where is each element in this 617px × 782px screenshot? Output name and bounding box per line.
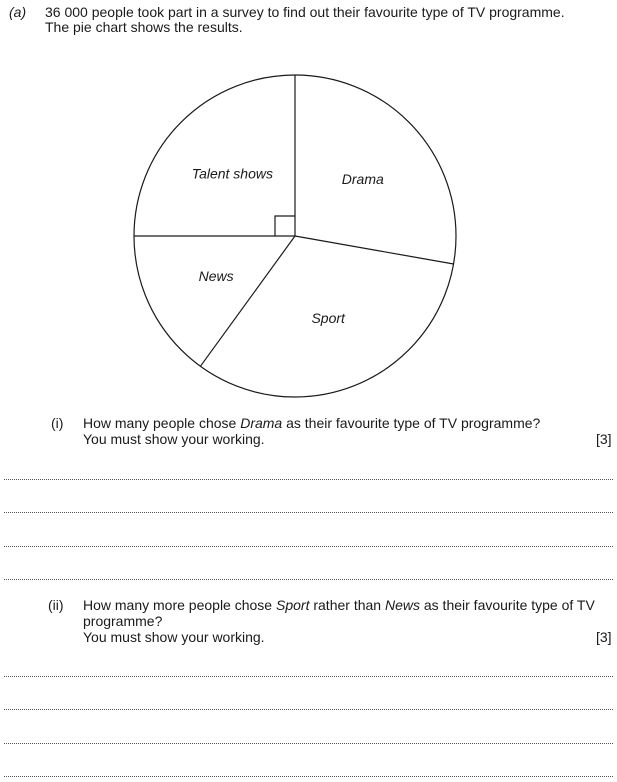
right-angle-marker (275, 216, 295, 236)
answer-line[interactable] (4, 776, 613, 777)
answer-line[interactable] (4, 743, 613, 744)
question-i-instruction: You must show your working. (83, 431, 265, 447)
answer-line[interactable] (4, 676, 613, 677)
question-i-text (83, 415, 540, 431)
question-i-marks: [3] (596, 431, 612, 447)
question-ii-instruction: You must show your working. (83, 629, 265, 645)
question-ii-label: (ii) (48, 597, 64, 613)
question-ii-emph-news: News (384, 597, 420, 613)
question-intro-line2: The pie chart shows the results. (45, 19, 243, 35)
answer-line[interactable] (4, 579, 613, 580)
question-ii-emph-sport: Sport (276, 597, 310, 613)
pie-radius-sport (295, 236, 454, 264)
answer-line[interactable] (4, 546, 613, 547)
question-ii-text-cont: programme? (83, 613, 163, 629)
question-intro-line1: 36 000 people took part in a survey to find out their favourite type of TV programme. (45, 4, 565, 20)
question-i-label: (i) (51, 415, 64, 431)
slice-label-drama: Drama (341, 171, 384, 188)
answer-line[interactable] (4, 479, 613, 480)
question-ii-marks: [3] (596, 629, 612, 645)
answer-line[interactable] (4, 709, 613, 710)
question-ii-text-mid: rather than (309, 597, 385, 613)
question-ii-text-post: as their favourite type of TV (419, 597, 595, 613)
question-i-emph-drama: Drama (240, 415, 283, 431)
question-i-text-post: as their favourite type of TV programme? (282, 415, 541, 431)
slice-label-sport: Sport (311, 310, 345, 327)
answer-line[interactable] (4, 512, 613, 513)
slice-label-talent-shows: Talent shows (191, 165, 274, 182)
question-ii-text-pre: How many more people chose (83, 597, 276, 613)
pie-radius-news (200, 236, 295, 366)
part-label: (a) (9, 4, 27, 20)
question-ii-text (83, 597, 595, 613)
slice-label-news: News (198, 268, 234, 285)
question-i-text-pre: How many people chose (83, 415, 241, 431)
